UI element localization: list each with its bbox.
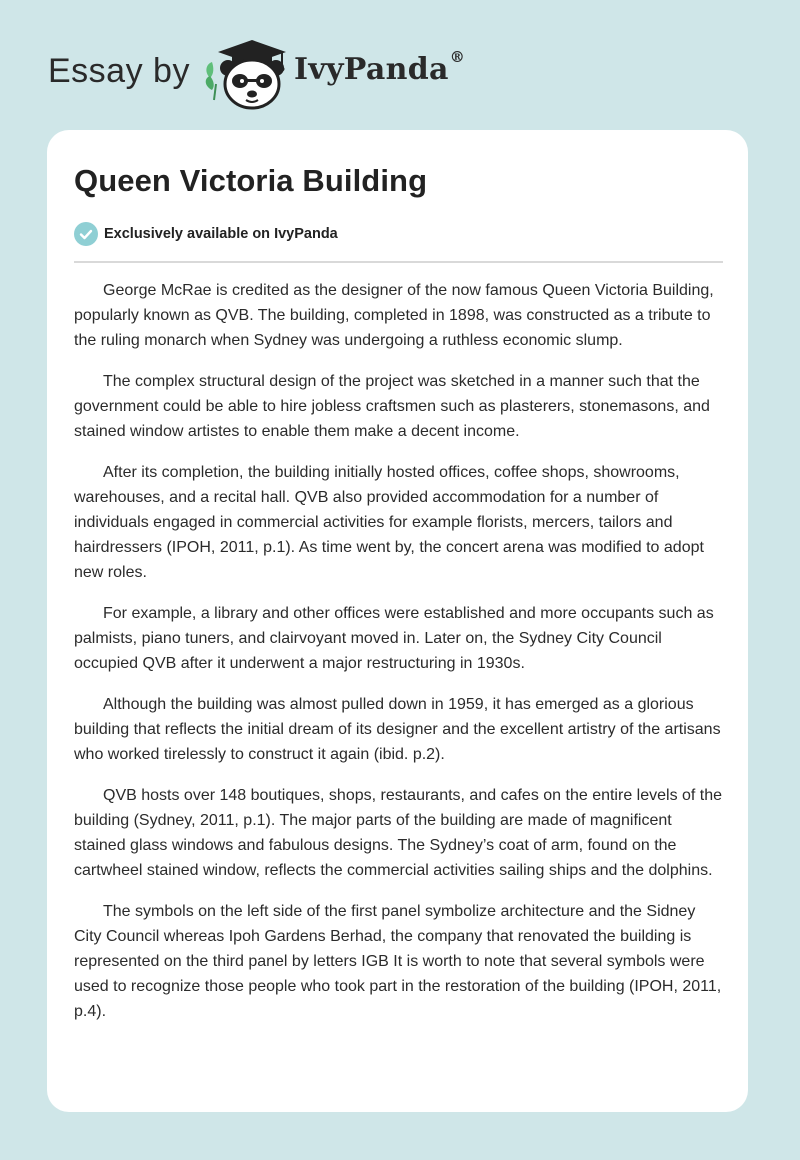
brand-name-text: IvyPanda (294, 52, 449, 87)
paragraph: The complex structural design of the project was sketched in a manner such that the government could be able to hire jobless craftsmen such as plasterers, stonemasons, and stained window artistes to enable them make a decent income. (74, 373, 710, 440)
brand-name[interactable] (294, 48, 466, 87)
site-header (48, 34, 468, 110)
paragraph: After its completion, the building initially hosted offices, coffee shops, showrooms, warehouses, and a recital hall. QVB also provided accommodation for a number of individuals engaged in commercial activities for example florists, mercers, tailors and hairdressers (IPOH, 2011, p.1). As time went by, the concert arena was modified to adopt new roles. (74, 464, 704, 581)
brand-prefix: Essay by (48, 52, 190, 90)
page-title: Queen Victoria Building (74, 163, 428, 198)
paragraph: For example, a library and other offices were established and more occupants such as palmists, piano tuners, and clairvoyant moved in. Later on, the Sydney City Council occupied QVB after it underwent a major restructuring in 1930s. (74, 605, 714, 672)
header-divider (74, 261, 723, 263)
paragraph: The symbols on the left side of the first panel symbolize architecture and the Sidney City Council whereas Ipoh Gardens Berhad, the company that renovated the building is represented on the third panel by letters IGB It is worth to note that several symbols were used to recognize those people who took part in the restoration of the building (IPOH, 2011, p.4). (74, 903, 722, 1020)
panda-graduate-logo-icon[interactable] (200, 34, 290, 110)
paragraph: Although the building was almost pulled down in 1959, it has emerged as a glorious building that reflects the initial dream of its designer and the excellent artistry of the artisans who worked tirelessly to construct it again (ibid. p.2). (74, 696, 721, 763)
paragraph: QVB hosts over 148 boutiques, shops, restaurants, and cafes on the entire levels of the building (Sydney, 2011, p.1). The major parts of the building are made of magnificent stained glass windows and fabulous designs. The Sydney’s coat of arm, found on the cartwheel stained window, reflects the commercial activities sailing ships and the dolphins. (74, 787, 723, 879)
exclusive-badge (74, 222, 338, 246)
essay-card (47, 130, 748, 1112)
paragraph: George McRae is credited as the designer of the now famous Queen Victoria Building, popularly known as QVB. The building, completed in 1898, was constructed as a tribute to the ruling monarch when Sydney was undergoing a ruthless economic slump. (74, 282, 714, 349)
exclusive-badge-text: Exclusively available on IvyPanda (104, 226, 338, 242)
essay-body (74, 278, 726, 1040)
check-circle-icon (74, 222, 98, 246)
registered-mark: ® (449, 48, 466, 66)
